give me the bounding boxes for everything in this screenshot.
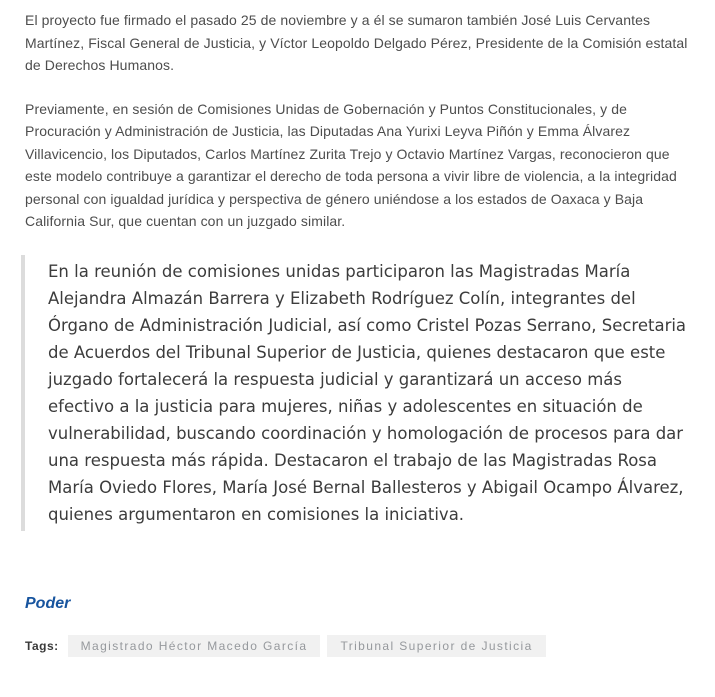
article-paragraph-1: El proyecto fue firmado el pasado 25 de noviembre y a él se sumaron también José Luis Cervantes Martínez, Fiscal General de Justicia, y Víctor Leopoldo Delgado Pérez, Presidente de la Comisión estatal de Derechos Humanos. (25, 12, 688, 73)
tag-chip-magistrado-hector-macedo-garcia[interactable]: Magistrado Héctor Macedo García (68, 635, 321, 657)
category-row (25, 595, 697, 613)
tags-label: Tags: (25, 638, 59, 653)
article-blockquote: En la reunión de comisiones unidas participaron las Magistradas María Alejandra Almazán Barrera y Elizabeth Rodríguez Colín, integrantes del Órgano de Administración Judicial, así como Cristel Pozas Serrano, Secretaria de Acuerdos del Tribunal Superior de Justicia, quienes destacaron que este juzgado fortalecerá la respuesta judicial y garantizará un acceso más efectivo a la justicia para mujeres, niñas y adolescentes en situación de vulnerabilidad, buscando coordinación y homologación de procesos para dar una respuesta más rápida. Destacaron el trabajo de las Magistradas Rosa María Oviedo Flores, María José Bernal Ballesteros y Abigail Ocampo Álvarez, quienes argumentaron en comisiones la iniciativa. (21, 255, 697, 531)
tag-chip-tribunal-superior-de-justicia[interactable]: Tribunal Superior de Justicia (327, 635, 545, 657)
category-link-poder[interactable]: Poder (25, 594, 71, 612)
tags-row (25, 635, 697, 657)
article-paragraph-2: Previamente, en sesión de Comisiones Unidas de Gobernación y Puntos Constitucionales, y de Procuración y Administración de Justicia, las Diputadas Ana Yurixi Leyva Piñón y Emma Álvarez Villavicencio, los Diputados, Carlos Martínez Zurita Trejo y Octavio Martínez Vargas, reconocieron que este modelo contribuye a garantizar el derecho de toda persona a vivir libre de violencia, a la integridad personal con igualdad jurídica y perspectiva de género uniéndose a los estados de Oaxaca y Baja California Sur, que cuentan con un juzgado similar. (25, 100, 677, 229)
